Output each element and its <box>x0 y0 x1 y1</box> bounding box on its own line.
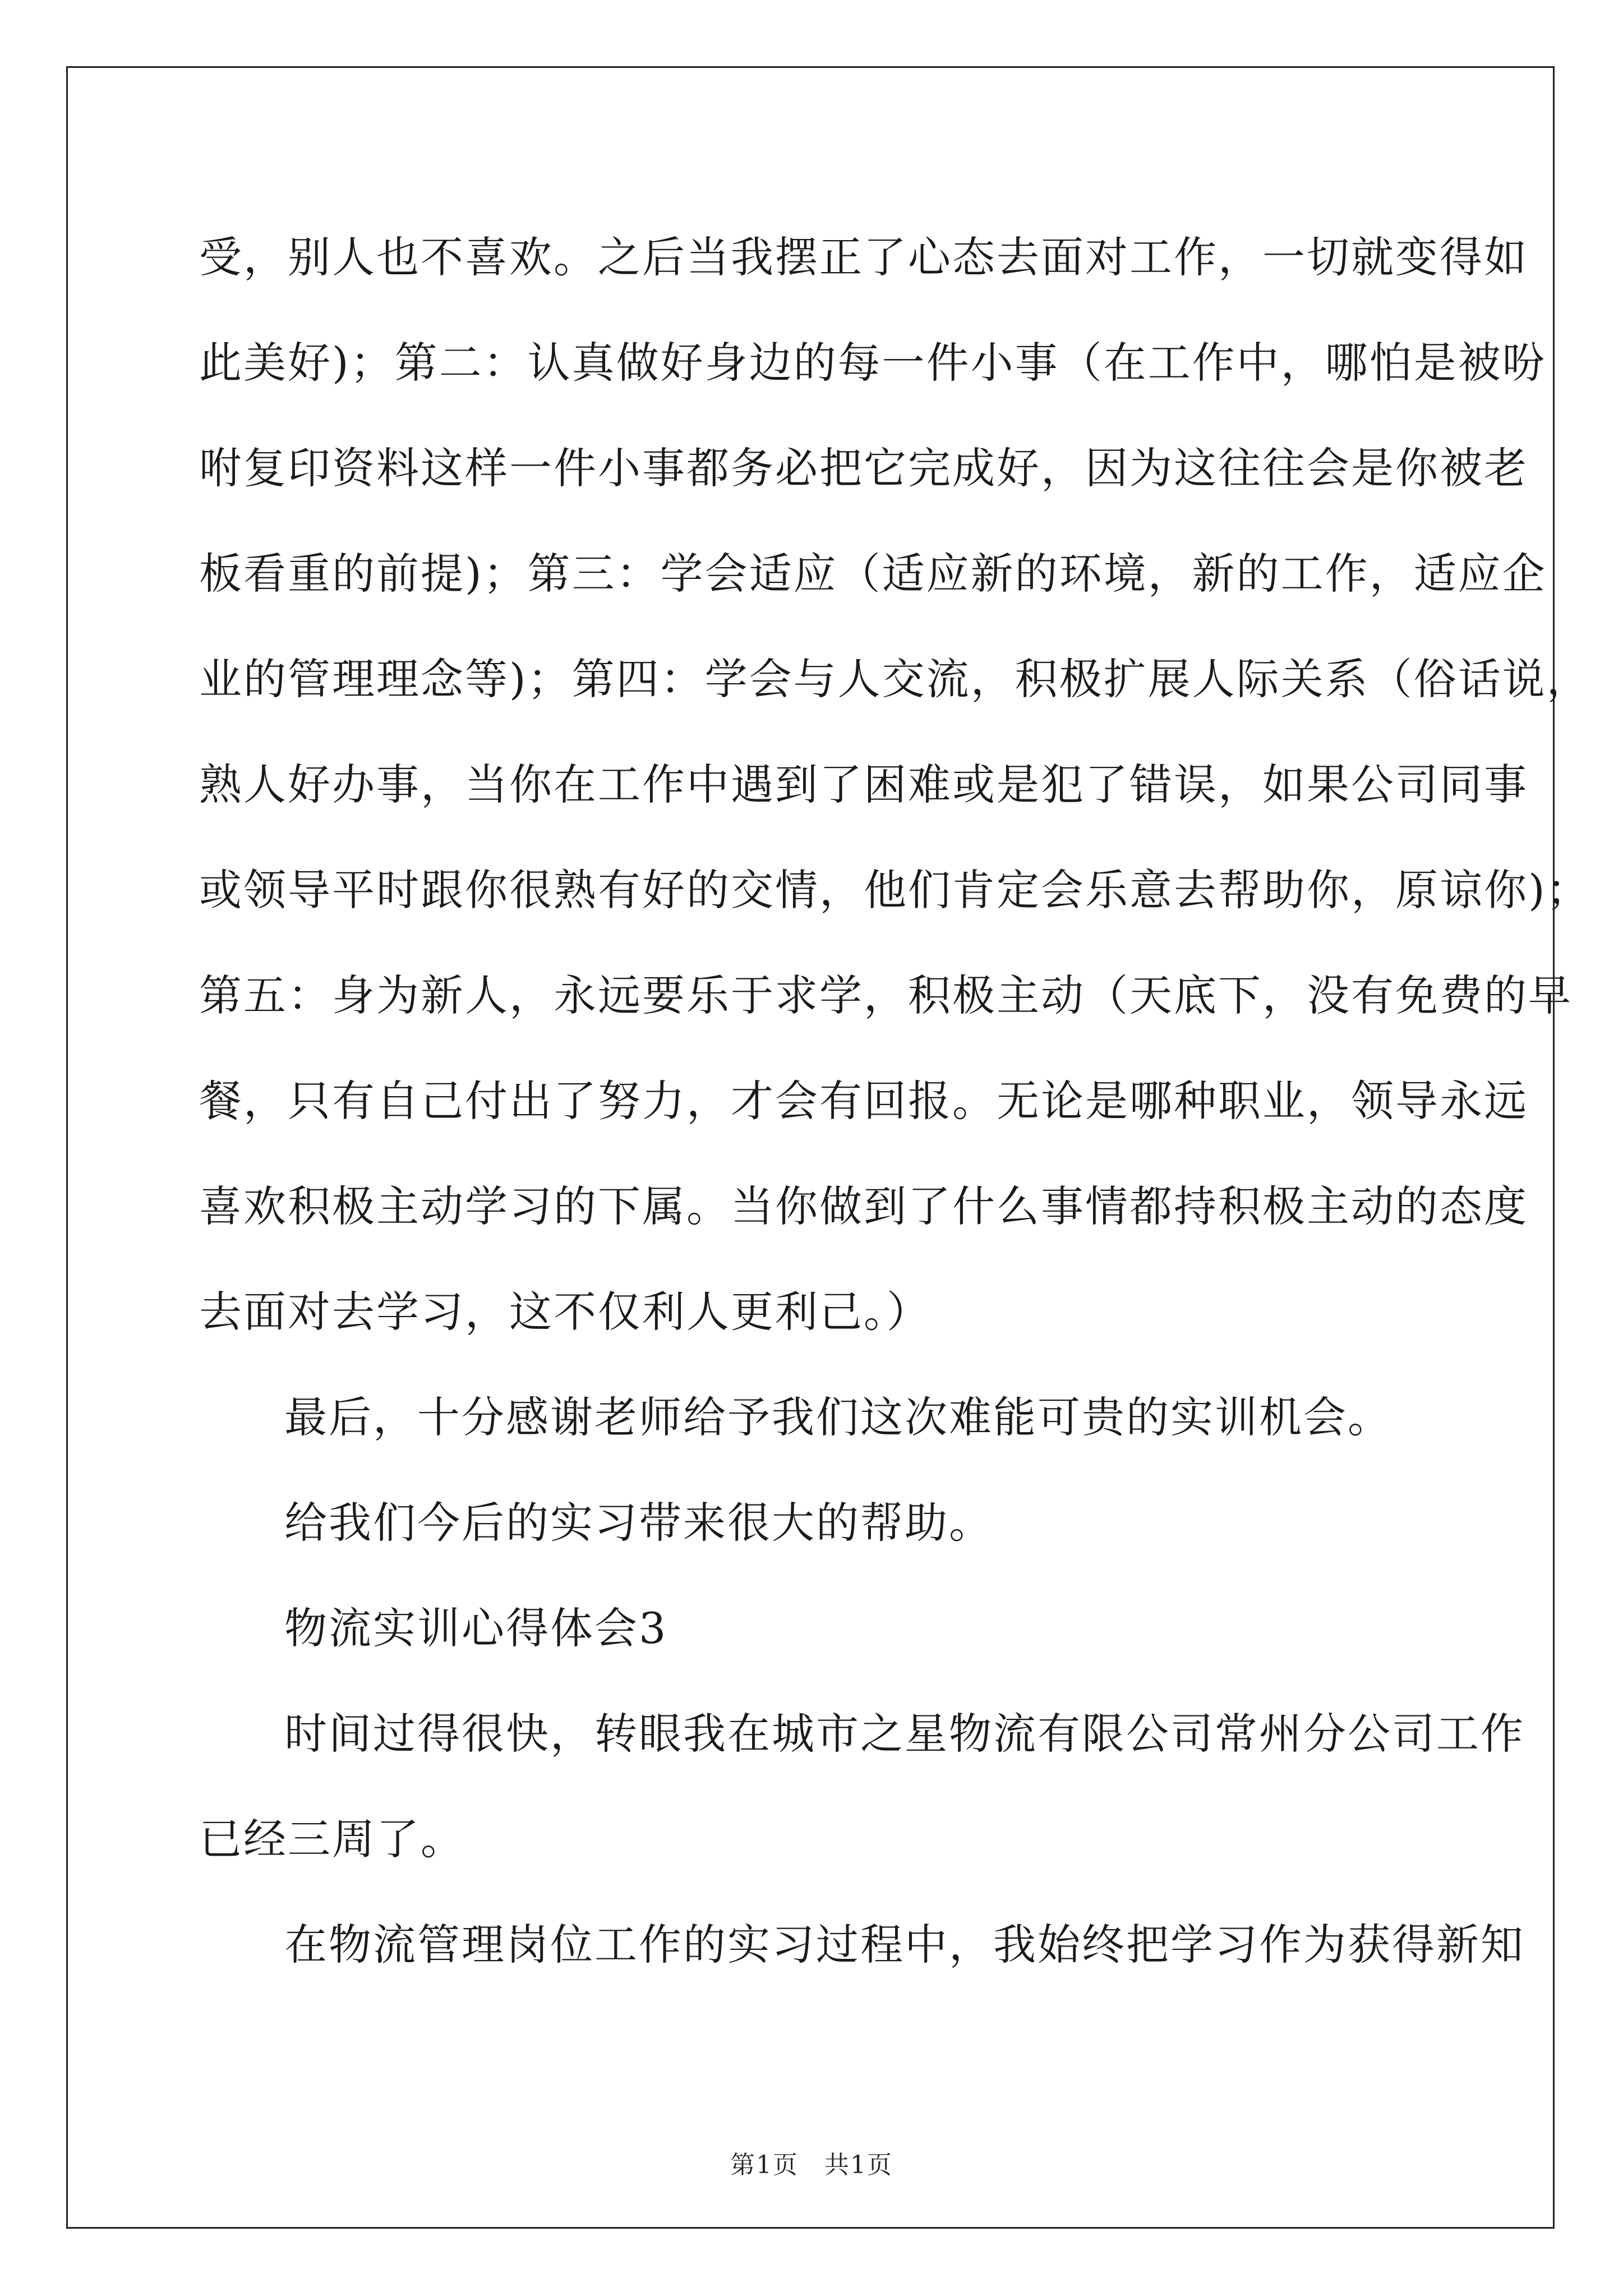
text-line: 去面对去学习，这不仅利人更利己。） <box>199 1287 931 1337</box>
text-line: 喜欢积极主动学习的下属。当你做到了什么事情都持积极主动的态度 <box>199 1181 1528 1231</box>
text-line: 第五：身为新人，永远要乐于求学，积极主动（天底下，没有免费的早 <box>199 970 1573 1020</box>
text-line: 餐，只有自己付出了努力，才会有回报。无论是哪种职业，领导永远 <box>199 1076 1528 1126</box>
page-number-footer: 第1页 共1页 <box>730 2151 893 2179</box>
section-heading: 物流实训心得体会3 <box>284 1603 668 1653</box>
text-line: 业的管理理念等)；第四：学会与人交流，积极扩展人际关系（俗话说， <box>199 654 1591 704</box>
document-body <box>199 205 1591 1998</box>
paragraph-line: 在物流管理岗位工作的实习过程中，我始终把学习作为获得新知 <box>284 1920 1525 1970</box>
text-line: 或领导平时跟你很熟有好的交情，他们肯定会乐意去帮助你，原谅你)； <box>199 865 1591 915</box>
paragraph-line: 时间过得很快，转眼我在城市之星物流有限公司常州分公司工作 <box>284 1709 1525 1759</box>
text-line: 咐复印资料这样一件小事都务必把它完成好，因为这往往会是你被老 <box>199 443 1528 493</box>
text-line: 已经三周了。 <box>199 1814 465 1864</box>
paragraph-line: 最后，十分感谢老师给予我们这次难能可贵的实训机会。 <box>284 1392 1392 1442</box>
text-line: 熟人好办事，当你在工作中遇到了困难或是犯了错误，如果公司同事 <box>199 760 1528 809</box>
text-line: 受，别人也不喜欢。之后当我摆正了心态去面对工作，一切就变得如 <box>199 232 1528 282</box>
text-line: 此美好)；第二：认真做好身边的每一件小事（在工作中，哪怕是被吩 <box>199 338 1547 388</box>
paragraph-line: 给我们今后的实习带来很大的帮助。 <box>284 1498 993 1548</box>
text-line: 板看重的前提)；第三：学会适应（适应新的环境，新的工作，适应企 <box>199 549 1547 599</box>
